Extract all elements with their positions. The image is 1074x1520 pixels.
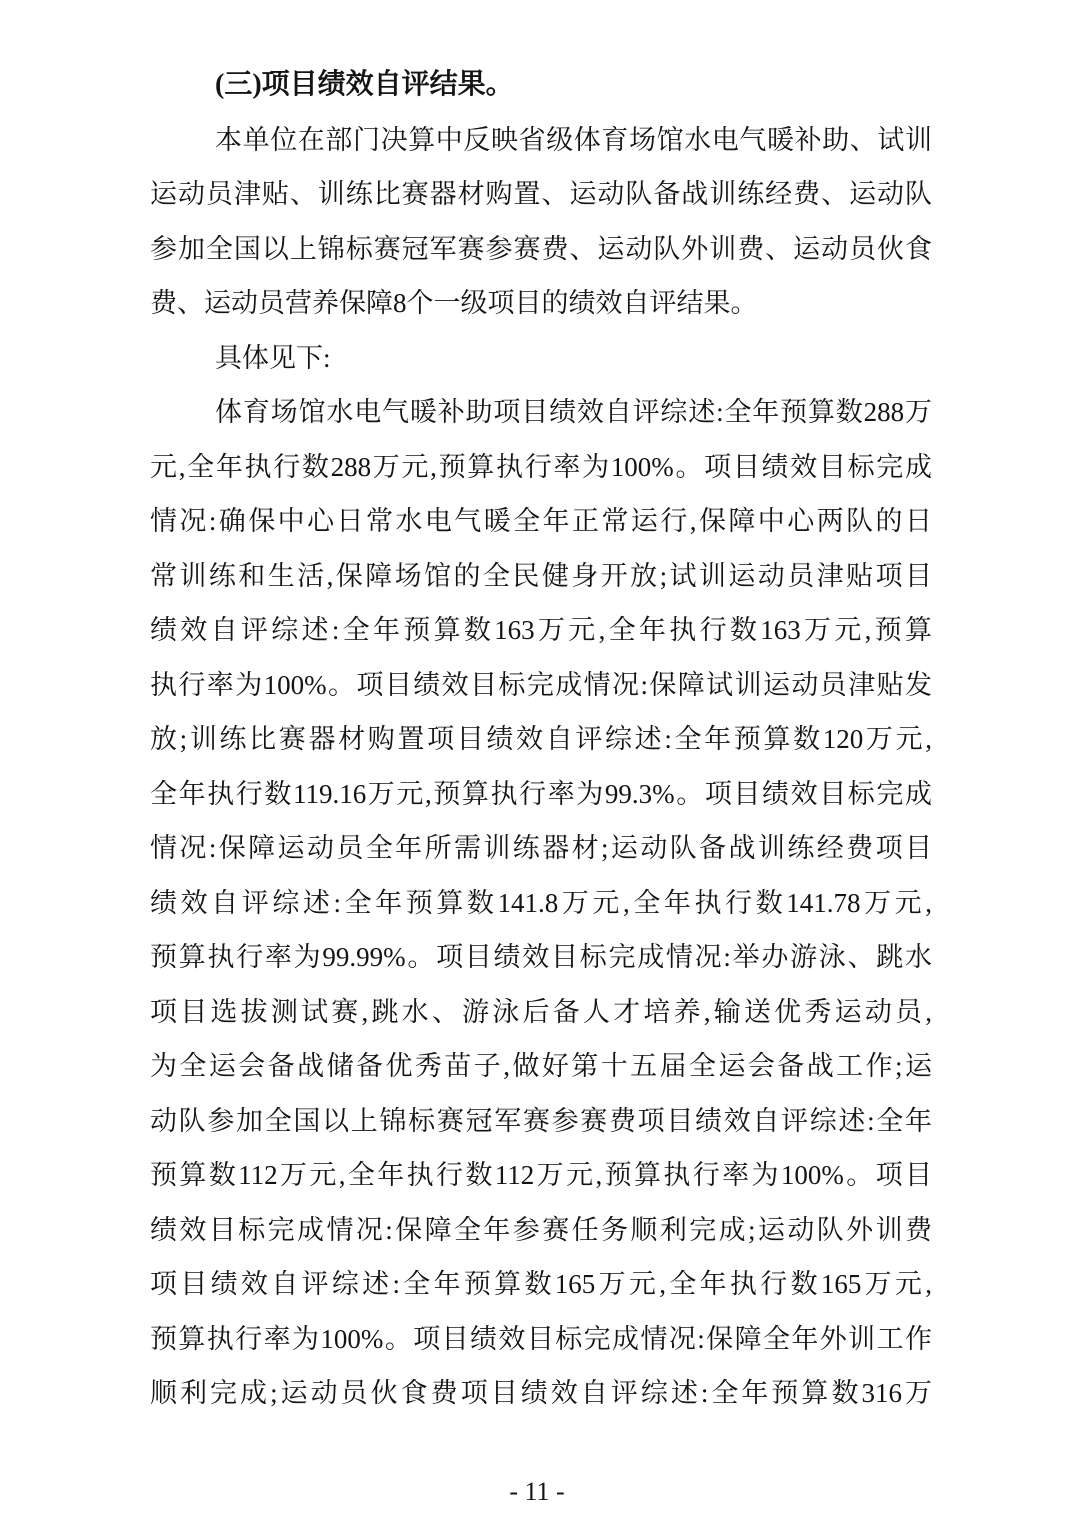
text-line: 执行率为100%。项目绩效目标完成情况:保障试训运动员津贴发 xyxy=(150,669,932,700)
document-body xyxy=(150,58,932,1421)
text-line: 绩效自评综述:全年预算数163万元,全年执行数163万元,预算 xyxy=(150,615,932,645)
page-number: - 11 - xyxy=(509,1477,565,1506)
text-line: 元,全年执行数288万元,预算执行率为100%。项目绩效目标完成 xyxy=(150,451,932,482)
text-line: 预算执行率为99.99%。项目绩效目标完成情况:举办游泳、跳水 xyxy=(150,942,932,972)
text-line: 预算执行率为100%。项目绩效目标完成情况:保障全年外训工作 xyxy=(150,1323,932,1354)
text-line: 绩效目标完成情况:保障全年参赛任务顺利完成;运动队外训费 xyxy=(150,1214,932,1245)
section-heading: (三)项目绩效自评结果。 xyxy=(215,69,514,100)
text-line: 全年执行数119.16万元,预算执行率为99.3%。项目绩效目标完成 xyxy=(150,778,932,809)
text-line: 运动员津贴、训练比赛器材购置、运动队备战训练经费、运动队 xyxy=(150,179,932,209)
text-line: 情况:保障运动员全年所需训练器材;运动队备战训练经费项目 xyxy=(150,833,932,863)
text-line: 放;训练比赛器材购置项目绩效自评综述:全年预算数120万元, xyxy=(150,724,932,754)
text-line: 体育场馆水电气暖补助项目绩效自评综述:全年预算数288万 xyxy=(215,397,932,427)
text-line: 情况:确保中心日常水电气暖全年正常运行,保障中心两队的日 xyxy=(150,506,932,536)
text-line: 项目选拔测试赛,跳水、游泳后备人才培养,输送优秀运动员, xyxy=(150,996,932,1027)
text-line: 项目绩效自评综述:全年预算数165万元,全年执行数165万元, xyxy=(150,1269,932,1299)
text-line: 常训练和生活,保障场馆的全民健身开放;试训运动员津贴项目 xyxy=(150,560,932,591)
text-line: 费、运动员营养保障8个一级项目的绩效自评结果。 xyxy=(150,288,758,318)
text-line: 具体见下: xyxy=(215,342,331,373)
text-line: 顺利完成;运动员伙食费项目绩效自评综述:全年预算数316万 xyxy=(150,1378,932,1408)
text-line: 为全运会备战储备优秀苗子,做好第十五届全运会备战工作;运 xyxy=(150,1051,932,1081)
text-line: 预算数112万元,全年执行数112万元,预算执行率为100%。项目 xyxy=(150,1160,932,1190)
text-line: 动队参加全国以上锦标赛冠军赛参赛费项目绩效自评综述:全年 xyxy=(150,1105,932,1136)
text-line: 本单位在部门决算中反映省级体育场馆水电气暖补助、试训 xyxy=(215,124,932,155)
text-line: 参加全国以上锦标赛冠军赛参赛费、运动队外训费、运动员伙食 xyxy=(150,233,932,264)
text-line: 绩效自评综述:全年预算数141.8万元,全年执行数141.78万元, xyxy=(150,887,932,918)
paragraph-lines xyxy=(150,113,932,1421)
